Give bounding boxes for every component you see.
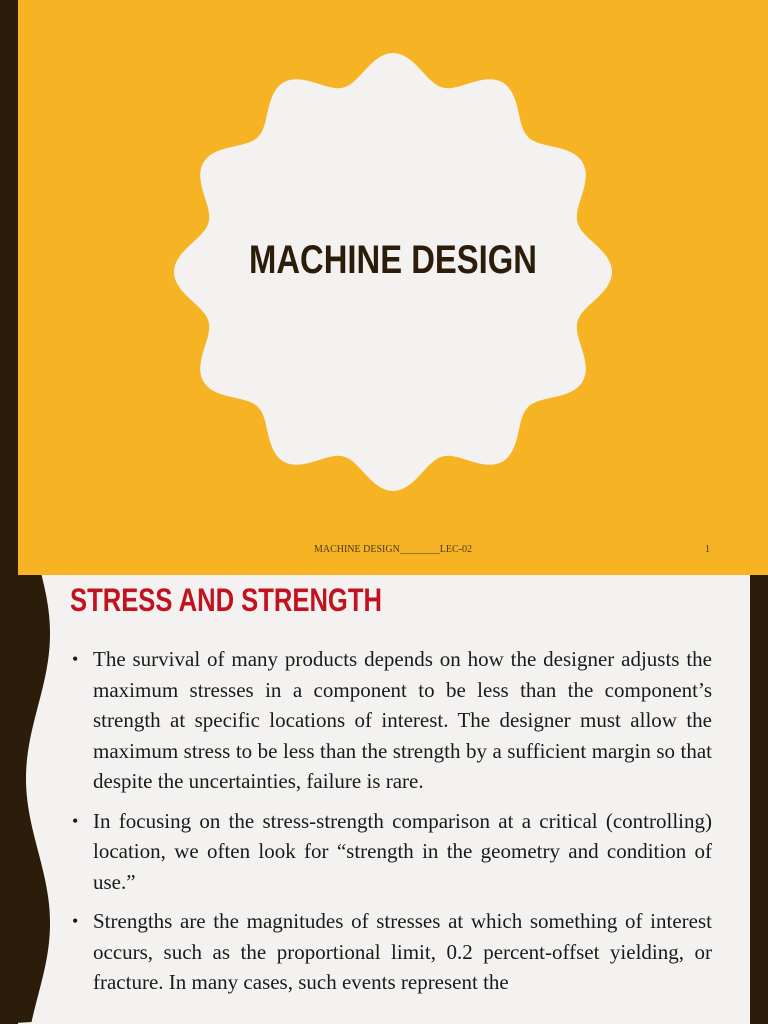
bullet-dot: • bbox=[72, 810, 79, 831]
bullet-item bbox=[70, 644, 712, 797]
wave-border bbox=[0, 575, 60, 1024]
bullet-text: The survival of many products depends on how the designer adjusts the maximum stresses in a component to be less than the component’s strength at specific locations of interest. The designer must allow the maximum stress to be less than the strength by a sufficient margin so that despite the uncertainties, failure is rare. bbox=[93, 647, 712, 793]
bullet-text: Strengths are the magnitudes of stresses at which something of interest occurs, such as the proportional limit, 0.2 percent-offset yielding, or fracture. In many cases, such events represent the bbox=[93, 909, 712, 994]
bullet-list bbox=[70, 644, 712, 1007]
bullet-dot: • bbox=[72, 911, 79, 931]
section-title: STRESS AND STRENGTH bbox=[70, 582, 382, 618]
page-number: 1 bbox=[705, 544, 710, 555]
bullet-item bbox=[70, 806, 712, 898]
bullet-item bbox=[70, 906, 712, 998]
slide-footer: MACHINE DESIGN________LEC-02 bbox=[313, 544, 473, 555]
bullet-dot: • bbox=[72, 649, 79, 669]
title-slide bbox=[18, 0, 768, 575]
bullet-text: In focusing on the stress-strength comparison at a critical (controlling) location, we often look for “strength in the geometry and condition of use.” bbox=[93, 808, 712, 894]
slide-title: MACHINE DESIGN bbox=[249, 238, 537, 282]
